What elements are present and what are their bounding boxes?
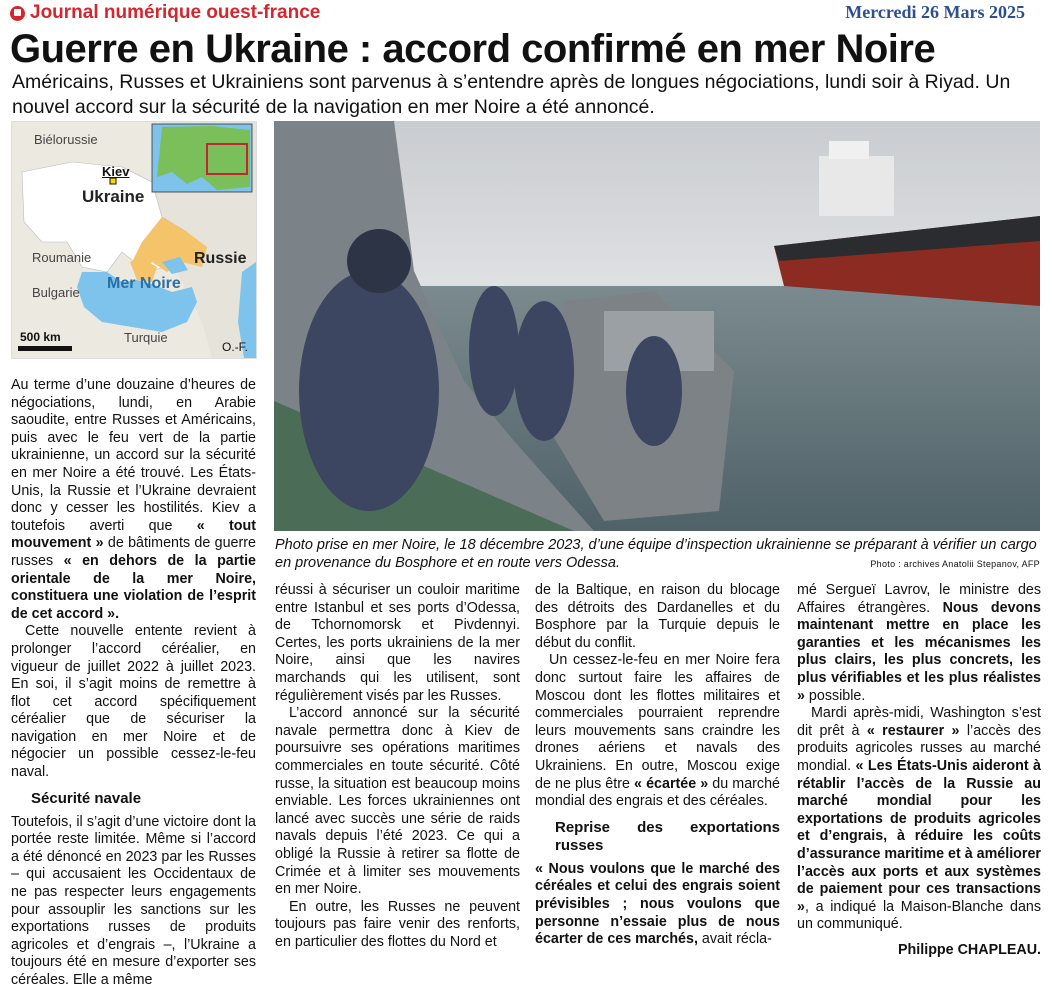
- photo-caption-text: Photo prise en mer Noire, le 18 décembre 2023, d’une équipe d’inspection ukrainienne se préparant à vérifier un cargo en provenance du Bosphore et en route vers Odessa.: [275, 537, 1037, 571]
- text: Un cessez-le-feu en mer Noire fera donc surtout faire les affaires de Moscou dont les flottes militaires et commerciales pourraient reprendre leurs mouvements sans craindre les drones aériens et navals des Ukrainiens. En outre, Moscou exige de ne plus être: [535, 652, 780, 792]
- quote: « Les États-Unis aideront à rétablir l’accès de la Russie au marché mondial pour les exportations de produits agricoles et d’engrais, à réduire les coûts d’assurance maritime et à améliorer l’accès aux ports et aux systèmes de paiement pour ces transactions »: [797, 757, 1042, 915]
- subheading: Sécurité navale: [31, 789, 142, 807]
- body-column-3: [535, 582, 780, 949]
- map-graphic: [12, 122, 256, 358]
- map-label-ukraine: Ukraine: [82, 187, 145, 206]
- paragraph: Toutefois, il s’agit d’une victoire dont la portée reste limitée. Même si l’accord a été dénoncé en 2023 par les Russes – qui accusaient les Occidentaux de ne pas respecter leurs engagements pour assouplir les sanctions sur les exportations russes de produits agricoles et d’engrais –, l’Ukraine a toujours été en mesure d’exporter ses céréales. Elle a même: [11, 813, 256, 988]
- quote: « écartée »: [634, 775, 709, 792]
- body-column-2: [275, 582, 520, 951]
- paragraph: de la Baltique, en raison du blocage des détroits des Dardanelles et du Bosphore par la Turquie depuis le début du conflit.: [535, 582, 780, 651]
- article-photo: [274, 121, 1040, 531]
- quote: « tout mouvement »: [11, 517, 256, 552]
- lede: Américains, Russes et Ukrainiens sont parvenus à s’entendre après de longues négociations, lundi soir à Riyad. Un nouvel accord sur la sécurité de la navigation en mer Noire a été annoncé.: [12, 71, 1011, 118]
- map-label-bulgaria: Bulgarie: [32, 285, 80, 300]
- text: Au terme d’une douzaine d’heures de négociations, lundi, en Arabie saoudite, entre Russes et Américains, puis avec le feu vert de la partie ukrainienne, un accord sur la sécurité en mer Noire a été trouvé. Les États-Unis, la Russie et l’Ukraine devraient donc y cesser les hostilités. Kiev a toutefois averti que: [11, 377, 256, 534]
- subheading: Reprise des exportations russes: [555, 818, 780, 854]
- author-signature: Philippe CHAPLEAU.: [898, 941, 1041, 958]
- quote: « Nous voulons que le marché des céréales et celui des engrais soient prévisibles ; nous voulons que personne n’essaie plus de nous écarter de ces marchés,: [535, 860, 780, 948]
- paragraph: En outre, les Russes ne peuvent toujours pas faire venir des renforts, en particulier des flottes du Nord et: [275, 898, 520, 950]
- map-label-belarus: Biélorussie: [34, 132, 98, 147]
- quote: Nous devons maintenant mettre en place les garanties et les mécanismes les plus clairs, les plus concrets, les plus vérifiables et les plus réalistes »: [797, 599, 1041, 704]
- text: , a indiqué la Maison-Blanche dans un communiqué.: [797, 898, 1041, 933]
- body-column-1: [11, 377, 256, 990]
- paragraph: L’accord annoncé sur la sécurité navale permettra donc à Kiev de poursuivre ses opérations maritimes commerciales en toute sécurité. Côté russe, la situation est beaucoup moins enviable. Les forces ukrainiennes ont lancé avec succès une série de raids navals depuis l’été 2023. Ce qui a obligé la Russie à retirer sa flotte de Crimée et à limiter ses mouvements en mer Noire.: [275, 705, 520, 898]
- map-label-russia: Russie: [194, 250, 247, 267]
- paragraph: réussi à sécuriser un couloir maritime entre Istanbul et ses ports d’Odessa, de Tchornomorsk et Pivdennyi. Certes, les ports ukrainiens de la mer Noire, ainsi que les navires marchands qui les utilisent, sont régulièrement visés par les Russes.: [275, 582, 520, 704]
- paragraph: Cette nouvelle entente revient à prolonger l’accord céréalier, en vigueur de juillet 2022 à juillet 2023. En soi, il s’agit moins de remettre à flot cet accord spécifiquement céréalier que de sécuriser la navigation en mer Noire et de négocier un possible cessez-le-feu naval.: [11, 623, 256, 781]
- ouest-france-logo-icon: [10, 6, 25, 21]
- text: avait récla-: [697, 931, 772, 948]
- text: l’accès des produits agricoles russes au marché mondial.: [797, 722, 1041, 774]
- brand-label: Journal numérique ouest-france: [30, 2, 321, 23]
- paragraph: [797, 582, 1041, 705]
- photo-illustration: [274, 121, 1040, 531]
- text: de bâtiments de guerre russes: [11, 535, 256, 569]
- text: Mardi après-midi, Washington s’est dit prêt à: [797, 705, 1041, 739]
- map-source-label: O.-F.: [222, 340, 248, 354]
- issue-date: Mercredi 26 Mars 2025: [845, 2, 1025, 22]
- text: mé Sergueï Lavrov, le ministre des Affaires étrangères.: [797, 582, 1041, 616]
- brand-name: [10, 2, 320, 24]
- headline: Guerre en Ukraine : accord confirmé en mer Noire: [10, 27, 936, 71]
- map-label-turkey: Turquie: [124, 330, 168, 345]
- paragraph: [11, 377, 256, 623]
- map-label-romania: Roumanie: [32, 250, 92, 265]
- map-scale-label: 500 km: [20, 330, 61, 344]
- photo-caption: [275, 536, 1040, 572]
- paragraph: [535, 861, 780, 949]
- text: possible.: [804, 687, 866, 704]
- paragraph: [797, 705, 1041, 934]
- quote: « restaurer »: [866, 722, 960, 739]
- body-column-4: [797, 582, 1041, 959]
- map-label-kiev: Kiev: [102, 164, 130, 179]
- region-map: [11, 121, 257, 359]
- photo-credit: Photo : archives Anatolii Stepanov, AFP: [870, 559, 1040, 569]
- text: du marché mondial des engrais et des céréales.: [535, 775, 780, 810]
- paragraph: [535, 652, 780, 810]
- quote: « en dehors de la partie orientale de la mer Noire, constituera une violation de l’esprit de cet accord ».: [11, 552, 256, 622]
- map-label-black-sea: Mer Noire: [107, 275, 181, 292]
